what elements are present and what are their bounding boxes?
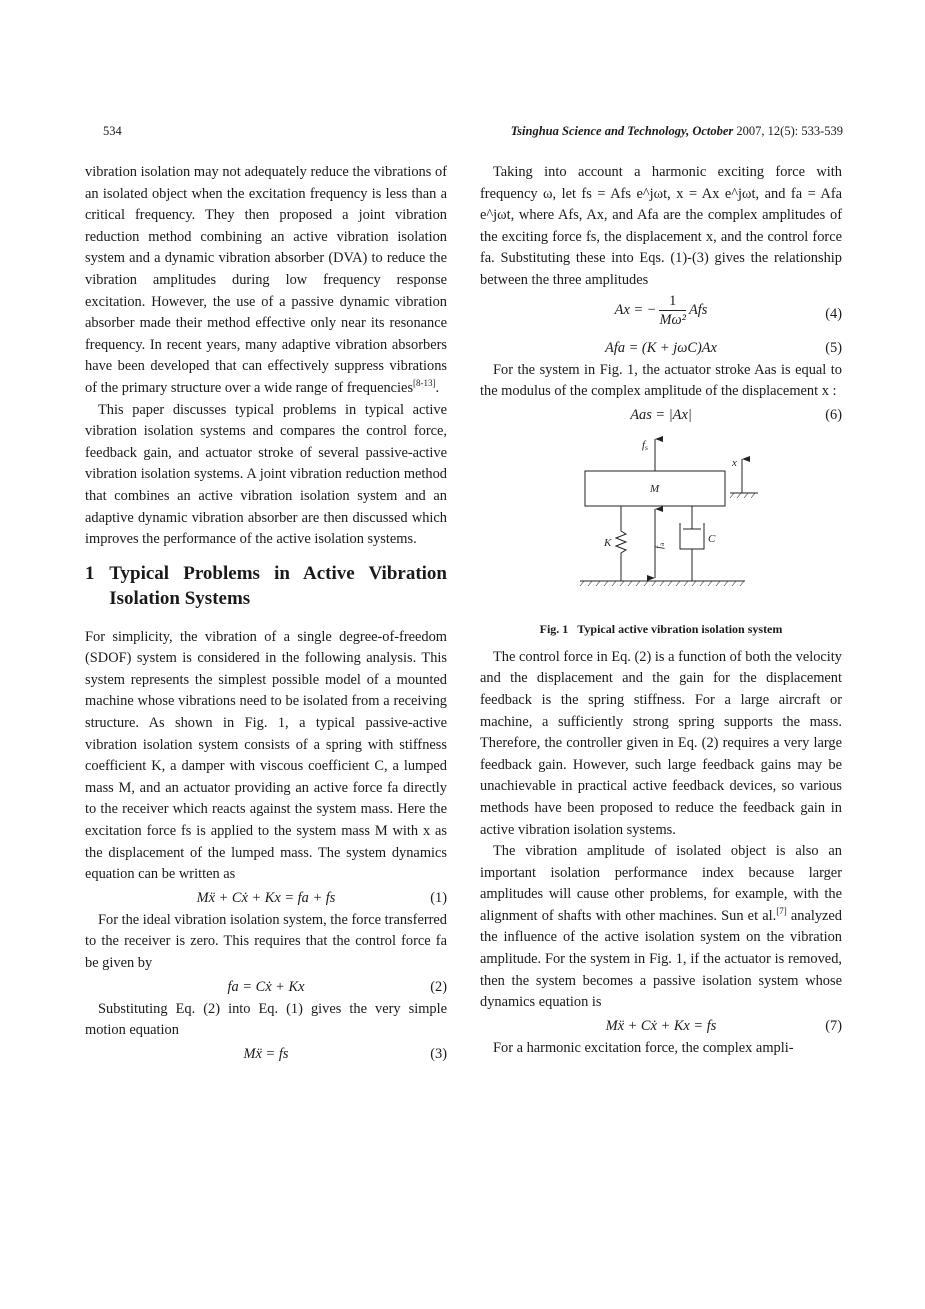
right-column	[480, 162, 842, 1059]
paragraph: Substituting Eq. (2) into Eq. (1) gives the very simple motion equation	[85, 1000, 447, 1039]
equation-1: Mẍ + Cẋ + Kx = fa + fs (1)	[196, 889, 447, 906]
journal-name: Tsinghua Science and Technology	[510, 124, 687, 138]
citation-ref: [8-13]	[413, 378, 436, 389]
equation-6: Aas = |Ax| (6)	[630, 406, 842, 423]
page-number: 534	[103, 124, 122, 138]
paragraph: The vibration amplitude of isolated object is also an important isolation performance index because larger amplitudes will cause other problems, for example, with the alignment of shafts with other machines. Sun et al.[7] analyzed the influence of the active isolation system on the vibration amplitude. For the system in Fig. 1, if the actuator is removed, then the system becomes a passive isolation system whose dynamics equation is	[480, 843, 843, 1011]
paragraph: For simplicity, the vibration of a single degree-of-freedom (SDOF) system is considered in the following analysis. This system represents the simplest possible model of a mounted machine whose vibrations need to be isolated from a receiving structure. As shown in Fig. 1, a typical passive-active vibration isolation system consists of a spring with stiffness coefficient K, a damper with viscous coefficient C, a lumped mass M, and an actuator providing an active force fa directly to the receiver which reacts against the system mass. Here the excitation force fs is applied to the system mass M with x as the displacement of the lumped mass. The system dynamics equation can be written as	[85, 628, 447, 883]
equation-5: Afa = (K + jωC)Ax (5)	[605, 339, 842, 356]
paragraph: Taking into account a harmonic exciting force with frequency ω, let fs = Afs e^jωt, x = Ax e^jωt, and fa = Afa e^jωt, where Afs, Ax, and Afa are the complex amplitudes of the exciting force fs, the displacement x, and the control force fa. Substituting these into Eqs. (1)-(3) gives the relationship between the three amplitudes	[480, 164, 842, 288]
label-actuator: fa	[653, 542, 666, 549]
section-heading	[85, 561, 447, 611]
journal-citation: Tsinghua Science and Technology, October 2007, 12(5): 533-539	[510, 124, 843, 138]
paragraph: vibration isolation may not adequately reduce the vibrations of an isolated object when the excitation frequency is less than a critical frequency. They then proposed a joint vibration reduction method combining an active vibration isolation system and a dynamic vibration absorber (DVA) to reduce the vibration amplitudes during low frequency response excitation. However, the use of a passive dynamic vibration absorber made their method effective only near its resonance frequency. In recent years, many adaptive vibration absorbers have been developed that can effectively suppress vibrations of the primary structure over a wide range of frequencies[8-13].	[85, 164, 447, 396]
issue-month: October	[692, 124, 734, 138]
label-spring: K	[604, 536, 612, 549]
paragraph: The control force in Eq. (2) is a function of both the velocity and the displacement and the gain for the displacement feedback is the spring stiffness. For a large aircraft or machine, a sufficiently strong spring supports the mass. Therefore, the controller given in Eq. (2) requires a very large feedback gain. However, such large feedback gains may be unachievable in practical active feedback devices, so various methods have been proposed to reduce the feedback gain in active vibration isolation systems.	[480, 648, 842, 838]
equation-2: fa = Cẋ + Kx (2)	[227, 978, 447, 995]
paragraph: For the system in Fig. 1, the actuator stroke Aas is equal to the modulus of the complex amplitude of the displacement x :	[480, 361, 842, 400]
equation-7: Mẍ + Cẋ + Kx = fs (7)	[605, 1017, 842, 1034]
section-title: Typical Problems in Active Vibration Isolation Systems	[109, 562, 447, 609]
figure-caption: Fig. 1 Typical active vibration isolation system	[539, 621, 783, 636]
ground-hatch	[580, 581, 744, 586]
paragraph: For a harmonic excitation force, the complex ampli-	[493, 1039, 794, 1056]
label-mass: M	[650, 482, 660, 495]
paragraph: For the ideal vibration isolation system, the force transferred to the receiver is zero. This requires that the control force fa be given by	[85, 911, 447, 971]
spring	[616, 506, 626, 581]
label-x: x	[732, 456, 737, 469]
sdof-diagram	[480, 431, 842, 621]
equation-3: Mẍ = fs (3)	[243, 1045, 447, 1062]
label-damper: C	[708, 532, 716, 545]
paragraph: This paper discusses typical problems in typical active vibration isolation systems and compares the control force, feedback gain, and actuator stroke of several passive-active vibration isolation systems. A joint vibration reduction method that combines an active vibration isolation system and an adaptive dynamic vibration absorber are then discussed which improves the performance of the active isolation systems.	[85, 401, 447, 548]
left-column	[85, 162, 447, 1066]
citation-ref: [7]	[776, 906, 787, 917]
equation-4: Ax = − $\frac{1}{\text{Mω²}}$ Afs (4)	[614, 292, 842, 328]
figure-1	[480, 431, 842, 621]
label-fs: fs	[642, 438, 648, 452]
volume-pages: 2007, 12(5): 533-539	[736, 124, 843, 138]
section-number: 1	[85, 562, 95, 584]
damper	[680, 506, 704, 581]
